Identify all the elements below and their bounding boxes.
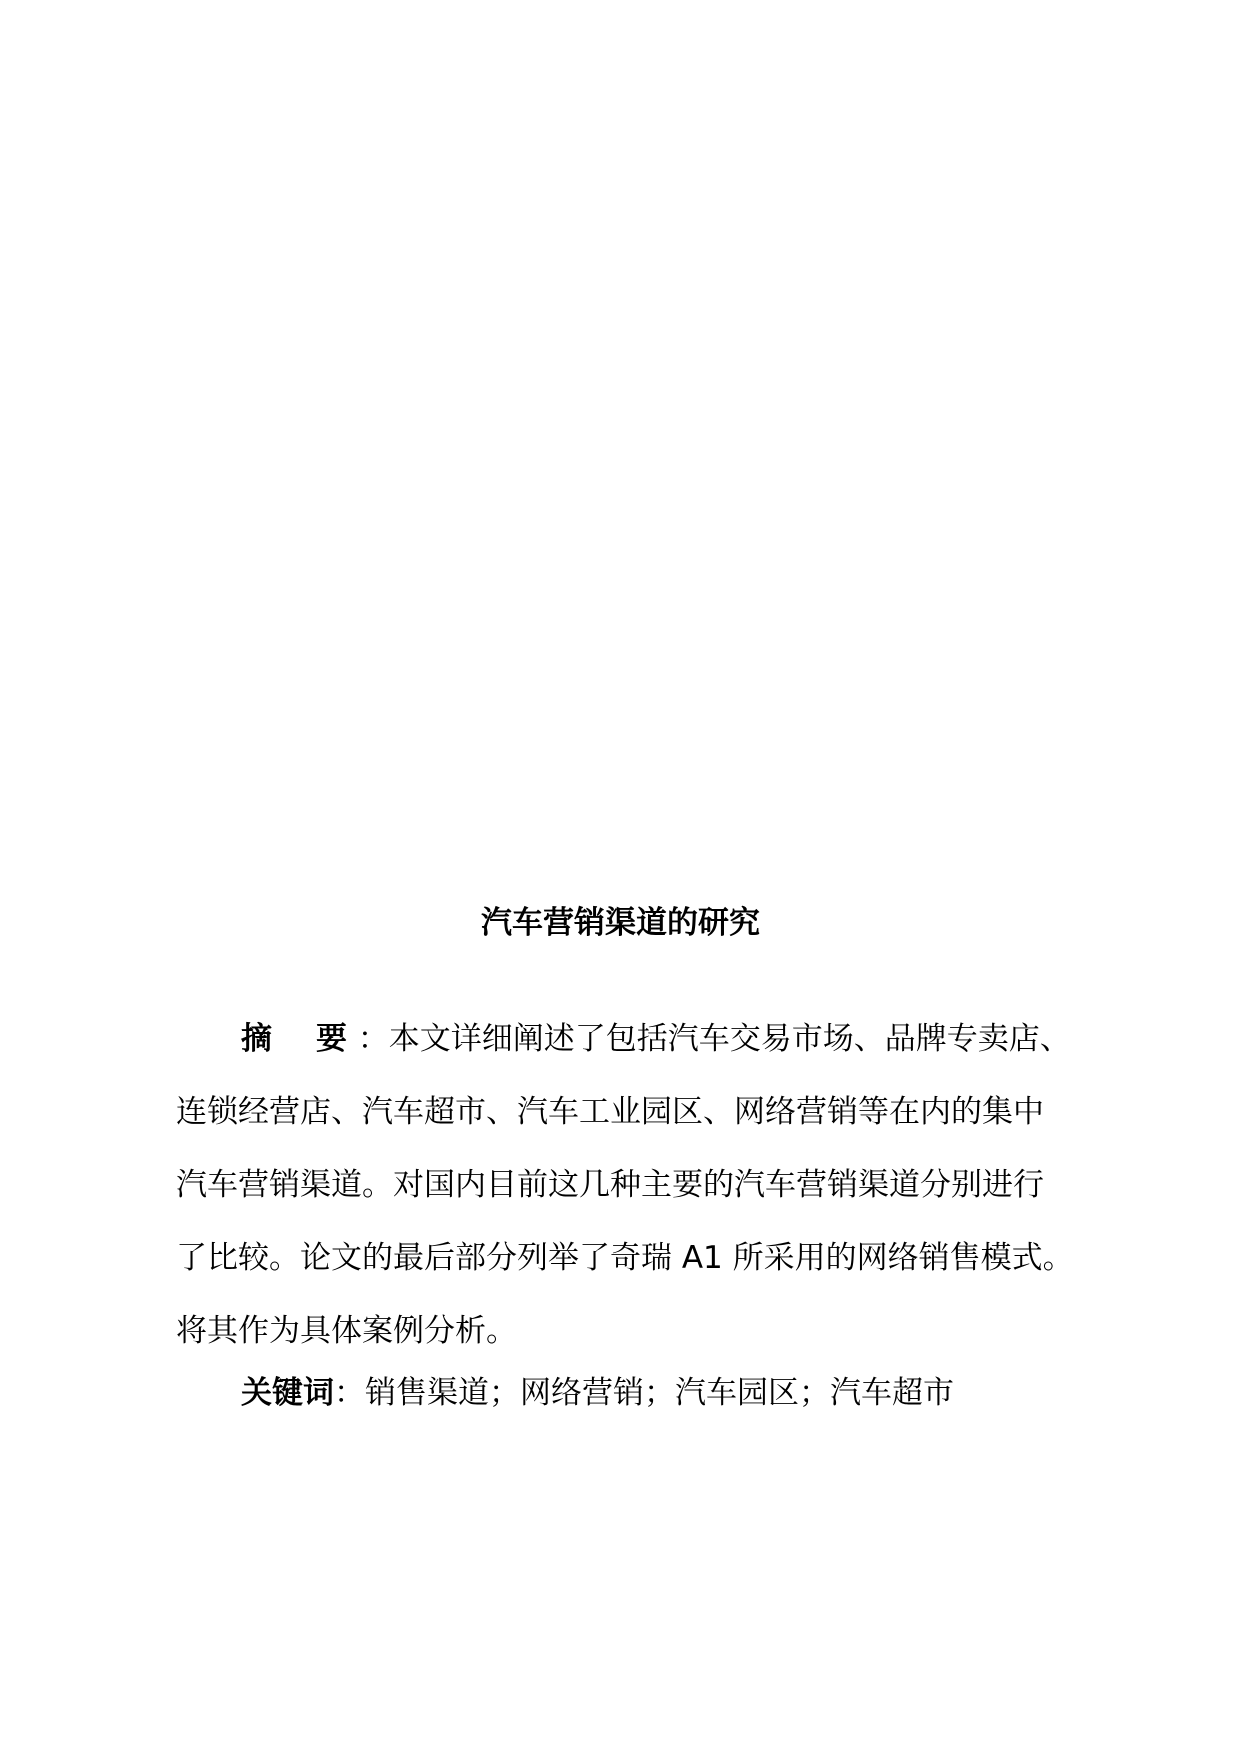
keywords-colon: ： [334,1375,365,1411]
keywords-text: 销售渠道；网络营销；汽车园区；汽车超市 [365,1375,954,1411]
abstract-label [241,1021,358,1057]
abstract-line-4: 了比较。论文的最后部分列举了奇瑞 A1 所采用的网络销售模式。 [176,1240,1074,1276]
abstract-line-1 [176,1003,1096,1076]
abstract-text-line: 本文详细阐述了包括汽车交易市场、品牌专卖店、 [388,1021,1071,1057]
abstract-line-2: 连锁经营店、汽车超市、汽车工业园区、网络营销等在内的集中 [176,1094,1044,1130]
keywords-label: 关键词 [241,1375,334,1411]
abstract-label-char-1: 摘 [241,1021,272,1057]
abstract-colon: ： [357,1021,389,1057]
abstract-block [176,1003,1096,1368]
paper-title: 汽车营销渠道的研究 [481,905,760,941]
abstract-line-3: 汽车营销渠道。对国内目前这几种主要的汽车营销渠道分别进行 [176,1167,1044,1203]
keywords-line [241,1368,954,1418]
abstract-label-char-2: 要 [316,1021,347,1057]
abstract-line-5: 将其作为具体案例分析。 [176,1313,517,1349]
